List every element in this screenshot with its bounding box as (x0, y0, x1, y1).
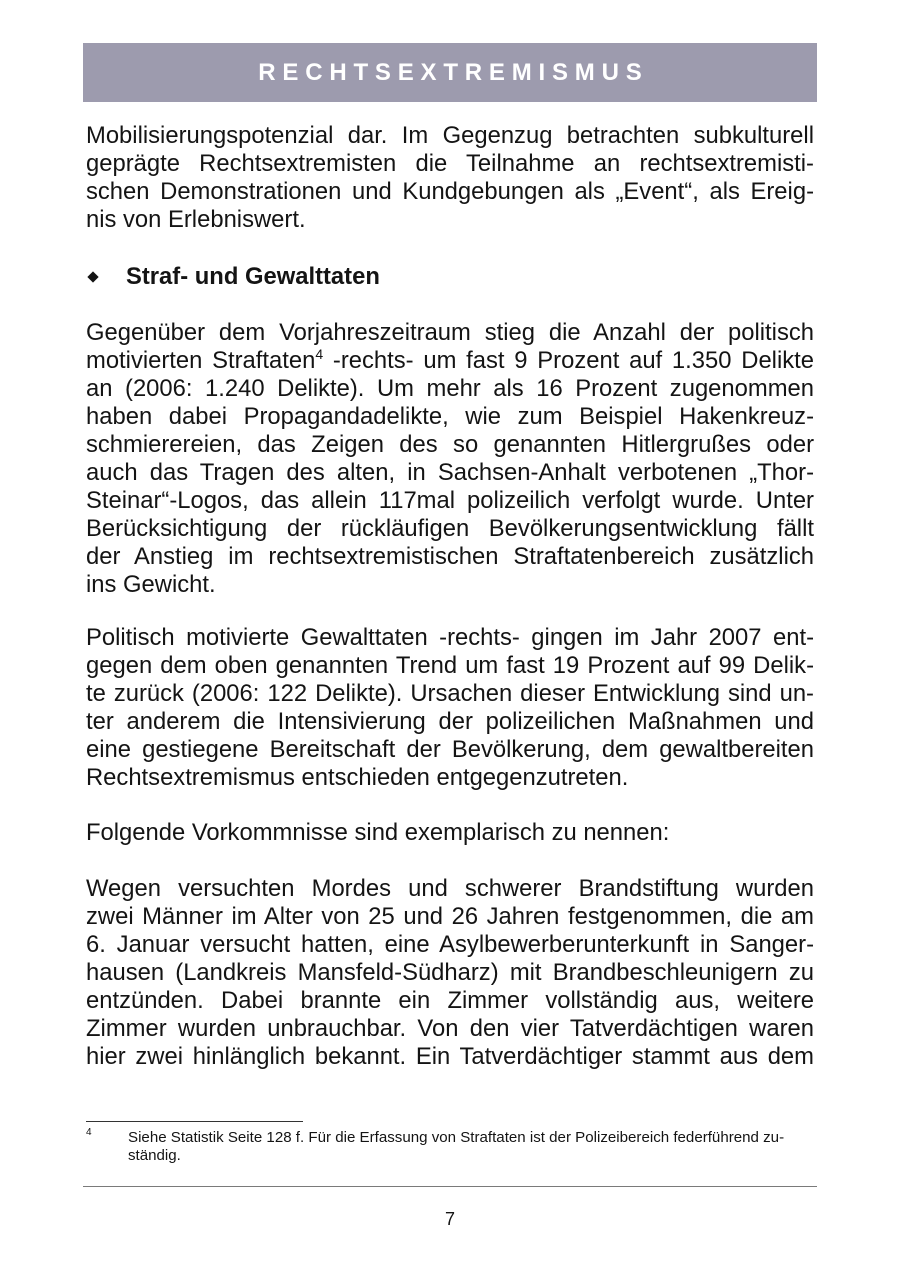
text-line: auch das Tragen des alten, in Sachsen-Anhalt verbotenen „Thor- (86, 459, 814, 486)
text-line: an (2006: 1.240 Delikte). Um mehr als 16 Prozent zugenommen (86, 375, 814, 402)
paragraph-sangerhausen (86, 875, 814, 1071)
text-line: gegen dem oben genannten Trend um fast 19 Prozent auf 99 Delik- (86, 652, 814, 679)
text-line: hier zwei hinlänglich bekannt. Ein Tatverdächtiger stammt aus dem (86, 1043, 814, 1070)
paragraph-straftaten (86, 319, 814, 599)
text-line-with-footnote-ref (86, 347, 814, 375)
footnote-separator (86, 1121, 303, 1122)
text-line: hausen (Landkreis Mansfeld-Südharz) mit Brandbeschleunigern zu (86, 959, 814, 986)
bullet-diamond-icon (87, 271, 98, 282)
text-segment: -rechts- um fast 9 Prozent auf 1.350 Delikte (323, 347, 814, 374)
text-line: zwei Männer im Alter von 25 und 26 Jahren festgenommen, die am (86, 903, 814, 930)
header-title: RECHTSEXTREMISMUS (258, 59, 649, 86)
text-line: entzünden. Dabei brannte ein Zimmer vollständig aus, weitere (86, 987, 814, 1014)
footnote-reference: 4 (315, 346, 324, 362)
footnote-line: Siehe Statistik Seite 128 f. Für die Erfassung von Straftaten ist der Polizeibereich federführend zu- (128, 1129, 785, 1146)
text-line: Gegenüber dem Vorjahreszeitraum stieg die Anzahl der politisch (86, 319, 814, 346)
paragraph-intro (86, 122, 814, 234)
text-line: der Anstieg im rechtsextremistischen Straftatenbereich zusätzlich (86, 543, 814, 570)
paragraph-gewalttaten (86, 624, 814, 792)
text-line: schen Demonstrationen und Kundgebungen als „Event“, als Ereig- (86, 178, 814, 205)
text-line: te zurück (2006: 122 Delikte). Ursachen dieser Entwicklung sind un- (86, 680, 814, 707)
footer-divider (83, 1186, 817, 1187)
text-line: Zimmer wurden unbrauchbar. Von den vier Tatverdächtigen waren (86, 1015, 814, 1042)
text-line: Wegen versuchten Mordes und schwerer Brandstiftung wurden (86, 875, 814, 902)
text-line: geprägte Rechtsextremisten die Teilnahme an rechtsextremisti- (86, 150, 814, 177)
text-line: Mobilisierungspotenzial dar. Im Gegenzug betrachten subkulturell (86, 122, 814, 149)
text-line: schmierereien, das Zeigen des so genannten Hitlergrußes oder (86, 431, 814, 458)
footnote-marker: 4 (86, 1127, 92, 1138)
text-line: Berücksichtigung der rückläufigen Bevölkerungsentwicklung fällt (86, 515, 814, 542)
section-heading: Straf- und Gewalttaten (126, 263, 380, 290)
text-line: haben dabei Propagandadelikte, wie zum Beispiel Hakenkreuz- (86, 403, 814, 430)
text-line: Steinar“-Logos, das allein 117mal polizeilich verfolgt wurde. Unter (86, 487, 814, 514)
text-line: Rechtsextremismus entschieden entgegenzutreten. (86, 764, 629, 791)
text-line: ter anderem die Intensivierung der polizeilichen Maßnahmen und (86, 708, 814, 735)
text-line: ins Gewicht. (86, 571, 216, 598)
text-line: Politisch motivierte Gewalttaten -rechts- gingen im Jahr 2007 ent- (86, 624, 814, 651)
text-line: Folgende Vorkommnisse sind exemplarisch zu nennen: (86, 819, 670, 846)
text-line: eine gestiegene Bereitschaft der Bevölkerung, dem gewaltbereiten (86, 736, 814, 763)
text-line: nis von Erlebniswert. (86, 206, 306, 233)
footnote-line: ständig. (128, 1147, 181, 1164)
footnote-text (128, 1129, 784, 1165)
header-bar (83, 43, 817, 102)
text-line: 6. Januar versucht hatten, eine Asylbewerberunterkunft in Sanger- (86, 931, 814, 958)
text-segment: motivierten Straftaten (86, 347, 316, 374)
page-number: 7 (444, 1209, 455, 1229)
paragraph-vorkommnisse-intro (86, 819, 814, 847)
